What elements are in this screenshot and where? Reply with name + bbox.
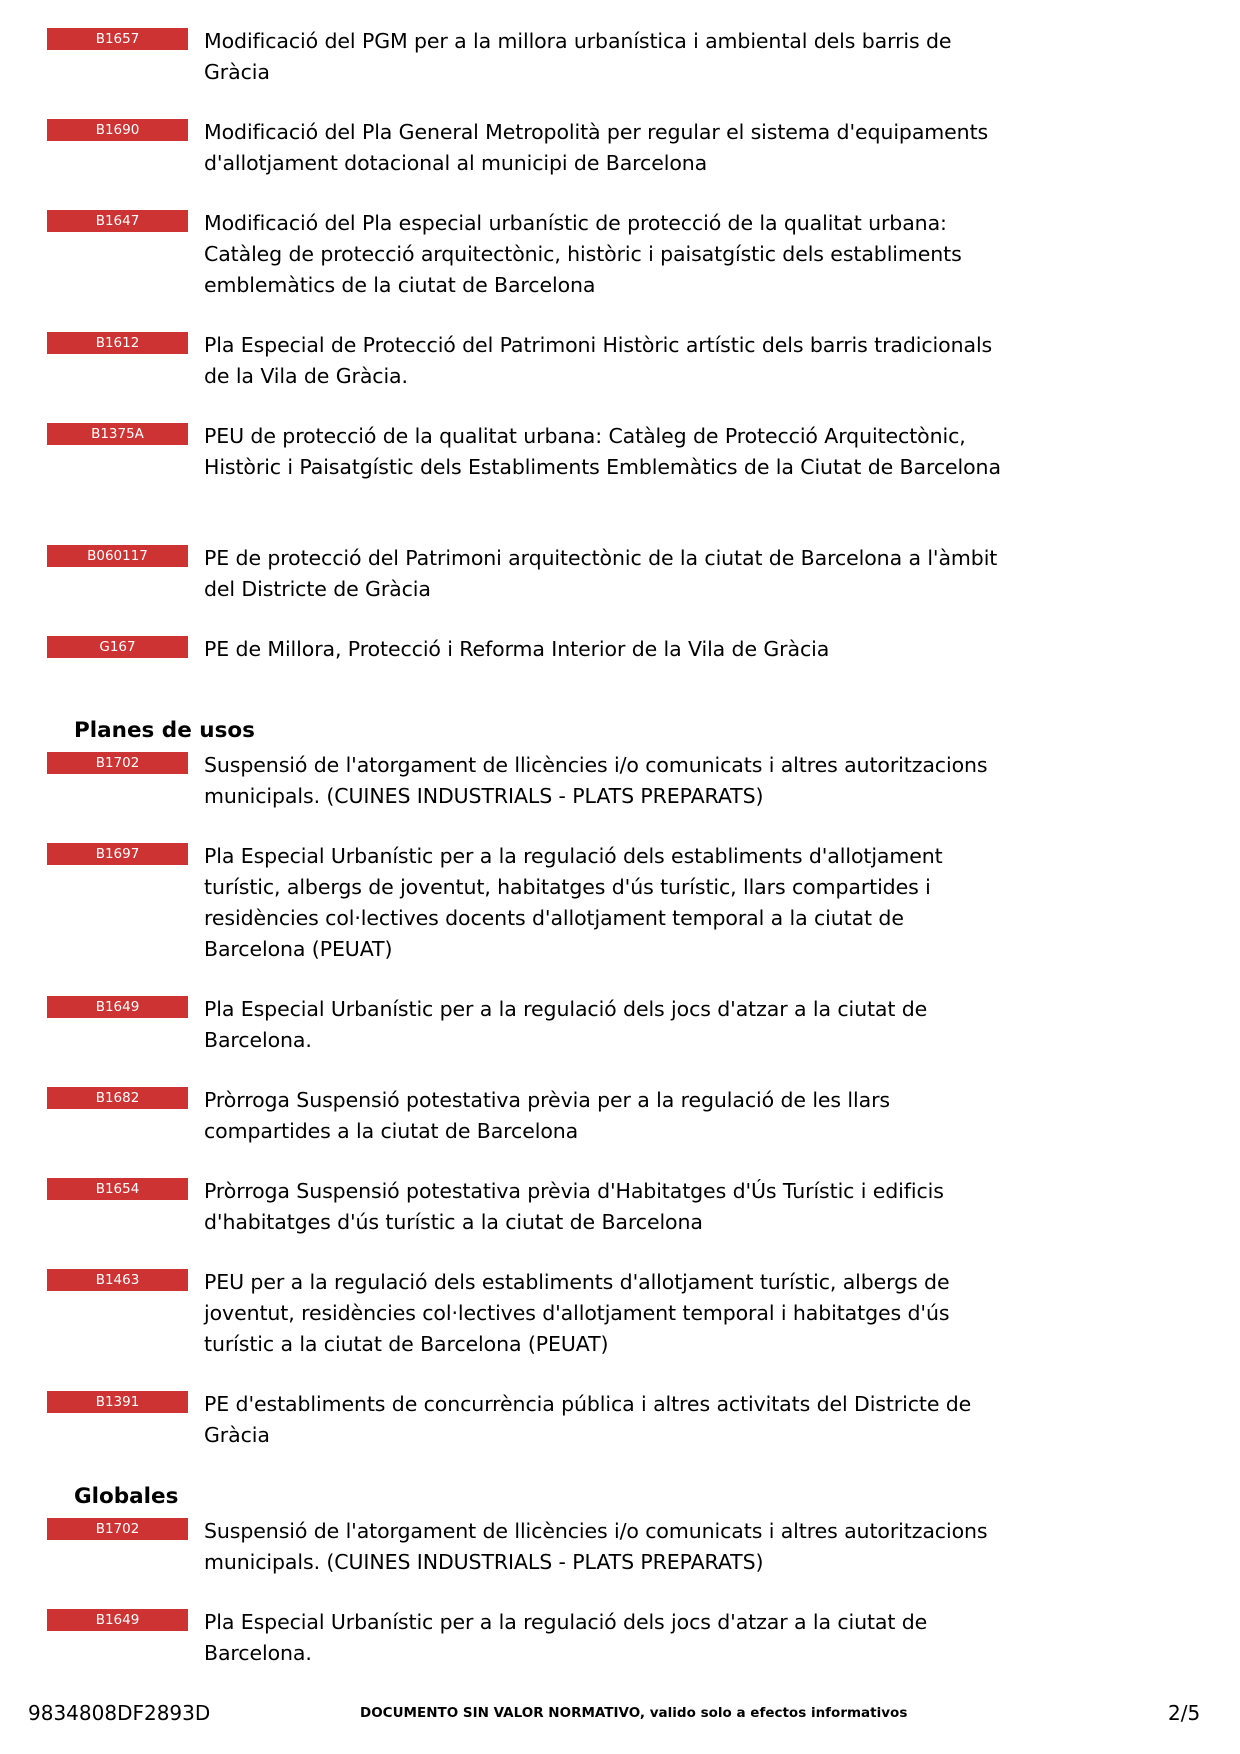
item-description: Pla Especial Urbanístic per a la regulació dels jocs d'atzar a la ciutat de Barcelona.	[204, 997, 928, 1052]
item-description: Suspensió de l'atorgament de llicències i/o comunicats i altres autoritzacions municipals. (CUINES INDUSTRIALS - PLATS PREPARATS)	[204, 1519, 988, 1574]
code-badge[interactable]: B1657	[47, 28, 188, 50]
code-badge[interactable]: B1649	[47, 1609, 188, 1631]
item-description: PE de protecció del Patrimoni arquitectònic de la ciutat de Barcelona a l'àmbit del Districte de Gràcia	[204, 546, 998, 601]
reference-code: 9834808DF2893D	[28, 1701, 211, 1725]
item-description: PE d'establiments de concurrència pública i altres activitats del Districte de Gràcia	[204, 1392, 972, 1447]
item-description: Modificació del Pla General Metropolità per regular el sistema d'equipaments d'allotjament dotacional al municipi de Barcelona	[204, 120, 989, 175]
item-description: Modificació del PGM per a la millora urbanística i ambiental dels barris de Gràcia	[204, 29, 952, 84]
code-badge[interactable]: B1654	[47, 1178, 188, 1200]
page-number: 2/5	[1168, 1701, 1201, 1725]
item-description: Pla Especial Urbanístic per a la regulació dels jocs d'atzar a la ciutat de Barcelona.	[204, 1610, 928, 1665]
item-description: Modificació del Pla especial urbanístic de protecció de la qualitat urbana: Catàleg de protecció arquitectònic, històric i paisatgístic dels establiments emblemàtics de la ciutat de Barcelona	[204, 211, 962, 297]
code-badge[interactable]: B1391	[47, 1391, 188, 1413]
section-title: Planes de usos	[74, 718, 255, 743]
section-title: Globales	[74, 1484, 179, 1509]
code-badge[interactable]: B1682	[47, 1087, 188, 1109]
code-badge[interactable]: G167	[47, 636, 188, 658]
item-description: Suspensió de l'atorgament de llicències i/o comunicats i altres autoritzacions municipals. (CUINES INDUSTRIALS - PLATS PREPARATS)	[204, 753, 988, 808]
item-description: PE de Millora, Protecció i Reforma Interior de la Vila de Gràcia	[204, 637, 830, 661]
code-badge[interactable]: B1697	[47, 843, 188, 865]
code-badge[interactable]: B1649	[47, 996, 188, 1018]
code-badge[interactable]: B1612	[47, 332, 188, 354]
code-badge[interactable]: B1702	[47, 752, 188, 774]
item-description: Pròrroga Suspensió potestativa prèvia d'Habitatges d'Ús Turístic i edificis d'habitatges d'ús turístic a la ciutat de Barcelona	[204, 1179, 944, 1234]
code-badge[interactable]: B1702	[47, 1518, 188, 1540]
item-description: Pla Especial Urbanístic per a la regulació dels establiments d'allotjament turístic, albergs de joventut, habitatges d'ús turístic, llars compartides i residències col·lectives docents d'allotjament temporal a la ciutat de Barcelona (PEUAT)	[204, 844, 943, 961]
item-description: PEU per a la regulació dels establiments d'allotjament turístic, albergs de joventut, residències col·lectives d'allotjament temporal i habitatges d'ús turístic a la ciutat de Barcelona (PEUAT)	[204, 1270, 950, 1356]
code-badge[interactable]: B1463	[47, 1269, 188, 1291]
item-description: Pròrroga Suspensió potestativa prèvia per a la regulació de les llars compartides a la ciutat de Barcelona	[204, 1088, 890, 1143]
code-badge[interactable]: B1647	[47, 210, 188, 232]
item-description: PEU de protecció de la qualitat urbana: Catàleg de Protecció Arquitectònic, Històric i Paisatgístic dels Establiments Emblemàtics de la Ciutat de Barcelona	[204, 424, 1001, 479]
disclaimer-notice: DOCUMENTO SIN VALOR NORMATIVO, valido solo a efectos informativos	[360, 1705, 908, 1721]
item-description: Pla Especial de Protecció del Patrimoni Històric artístic dels barris tradicionals de la Vila de Gràcia.	[204, 333, 993, 388]
code-badge[interactable]: B060117	[47, 545, 188, 567]
code-badge[interactable]: B1690	[47, 119, 188, 141]
code-badge[interactable]: B1375A	[47, 423, 188, 445]
